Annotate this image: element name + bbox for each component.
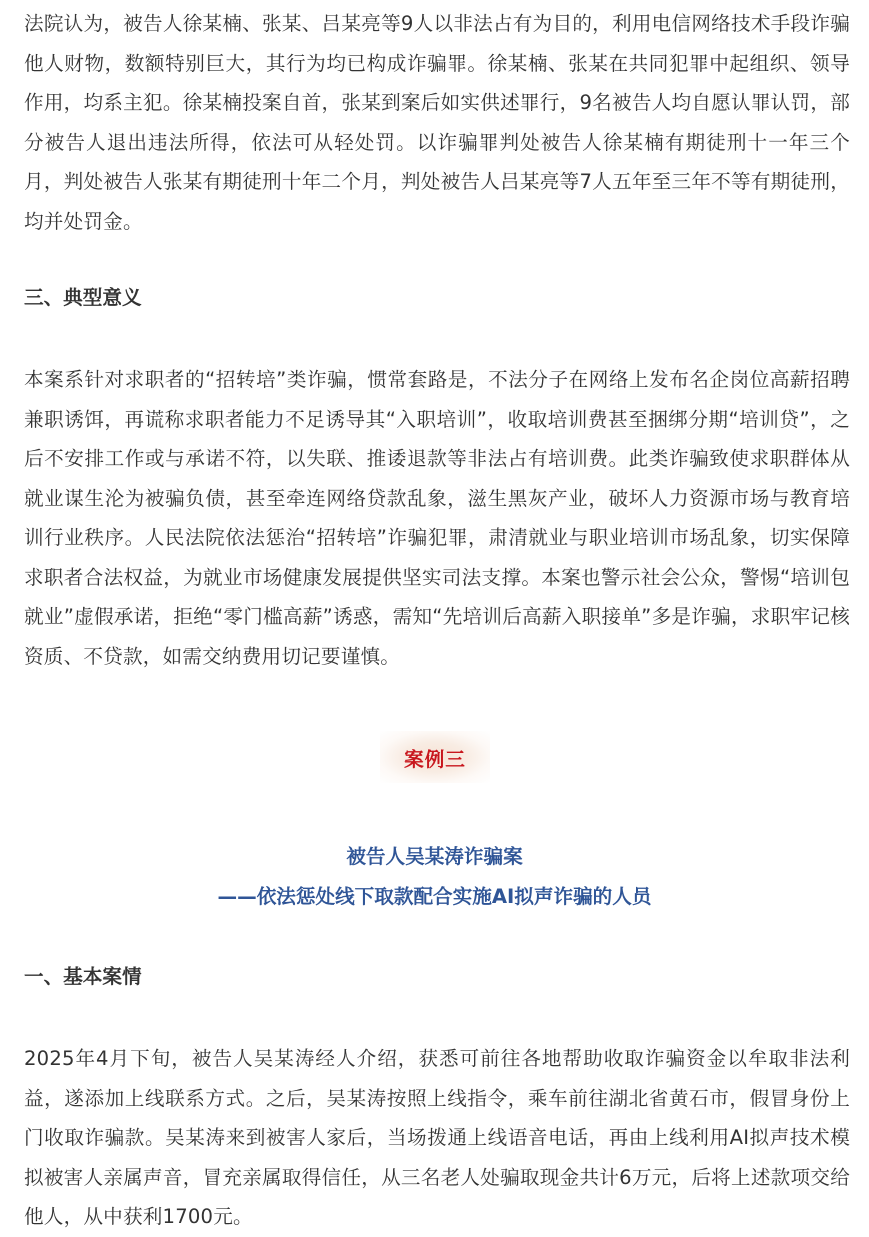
heading-typical-significance: 三、典型意义 [24, 286, 142, 309]
case-subtitle: ——依法惩处线下取款配合实施AI拟声诈骗的人员 [217, 885, 652, 908]
case-title: 被告人吴某涛诈骗案 [346, 845, 523, 868]
paragraph-typical-significance: 本案系针对求职者的“招转培”类诈骗，惯常套路是，不法分子在网络上发布名企岗位高薪招聘兼职诱饵，再谎称求职者能力不足诱导其“入职培训”，收取培训费甚至捆绑分期“培训贷”，之后不安排工作或与承诺不符，以失联、推诿退款等非法占有培训费。此类诈骗致使求职群体从就业谋生沦为被骗负债，甚至牵连网络贷款乱象，滋生黑灰产业，破坏人力资源市场与教育培训行业秩序。人民法院依法惩治“招转培”诈骗犯罪，肃清就业与职业培训市场乱象，切实保障求职者合法权益，为就业市场健康发展提供坚实司法支撑。本案也警示社会公众，警惕“培训包就业”虚假承诺，拒绝“零门槛高薪”诱惑，需知“先培训后高薪入职接单”多是诈骗，求职牢记核资质、不贷款，如需交纳费用切记要谨慎。 [24, 368, 850, 668]
paragraph-basic-facts: 2025年4月下旬，被告人吴某涛经人介绍，获悉可前往各地帮助收取诈骗资金以牟取非法利益，遂添加上线联系方式。之后，吴某涛按照上线指令，乘车前往湖北省黄石市，假冒身份上门收取诈骗款。吴某涛来到被害人家后，当场拨通上线语音电话，再由上线利用AI拟声技术模拟被害人亲属声音，冒充亲属取得信任，从三名老人处骗取现金共计6万元，后将上述款项交给他人，从中获利1700元。 [24, 1047, 850, 1228]
case-badge [380, 731, 490, 783]
heading-basic-case: 一、基本案情 [24, 965, 142, 988]
case-badge-label: 案例三 [404, 747, 466, 771]
paragraph-court-verdict: 法院认为，被告人徐某楠、张某、吕某亮等9人以非法占有为目的，利用电信网络技术手段诈骗他人财物，数额特别巨大，其行为均已构成诈骗罪。徐某楠、张某在共同犯罪中起组织、领导作用，均系主犯。徐某楠投案自首，张某到案后如实供述罪行，9名被告人均自愿认罪认罚，部分被告人退出违法所得，依法可从轻处罚。以诈骗罪判处被告人徐某楠有期徒刑十一年三个月，判处被告人张某有期徒刑十年二个月，判处被告人吕某亮等7人五年至三年不等有期徒刑，均并处罚金。 [24, 12, 850, 233]
